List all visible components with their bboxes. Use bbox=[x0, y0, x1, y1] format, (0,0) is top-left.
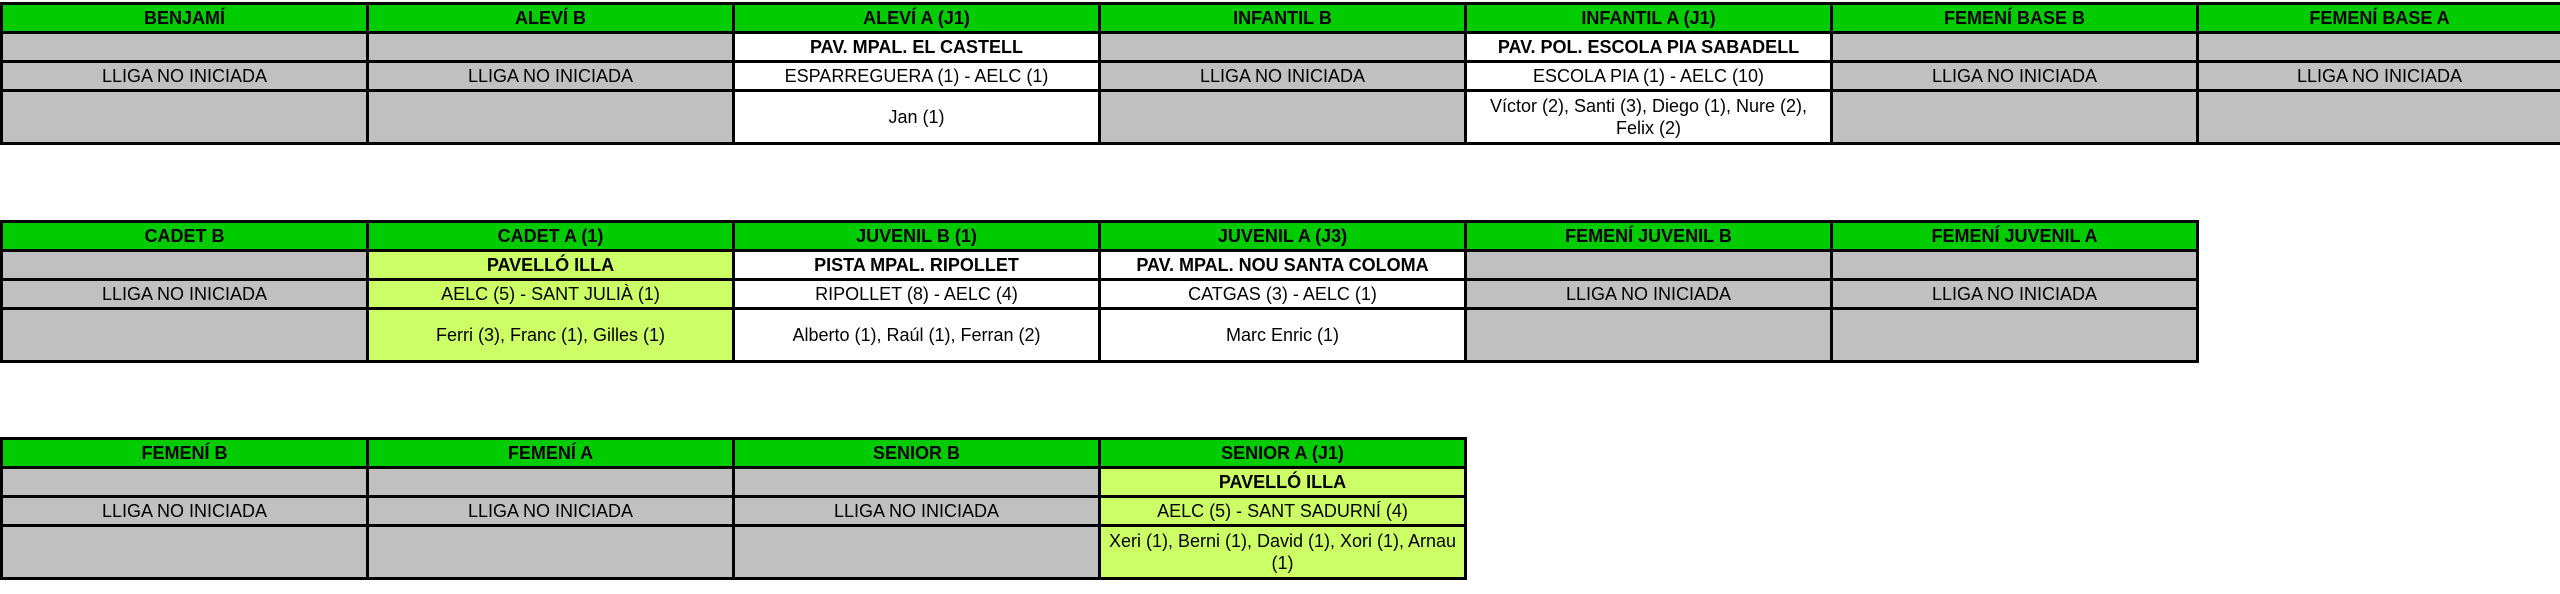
category-header: FEMENÍ JUVENIL A bbox=[1832, 222, 2198, 251]
scorers-cell: Jan (1) bbox=[734, 91, 1100, 144]
venue-cell: PAVELLÓ ILLA bbox=[368, 251, 734, 280]
result-cell: LLIGA NO INICIADA bbox=[1832, 280, 2198, 309]
result-cell: LLIGA NO INICIADA bbox=[2198, 62, 2560, 91]
category-header: FEMENÍ JUVENIL B bbox=[1466, 222, 1832, 251]
category-header: INFANTIL A (J1) bbox=[1466, 4, 1832, 33]
scorers-cell bbox=[734, 526, 1100, 579]
venue-cell bbox=[734, 468, 1100, 497]
result-cell: LLIGA NO INICIADA bbox=[2, 280, 368, 309]
scorers-cell: Ferri (3), Franc (1), Gilles (1) bbox=[368, 309, 734, 362]
scorers-cell bbox=[368, 91, 734, 144]
scorers-cell bbox=[1832, 91, 2198, 144]
result-cell: AELC (5) - SANT SADURNÍ (4) bbox=[1100, 497, 1466, 526]
venue-row bbox=[2, 468, 1466, 497]
venue-cell bbox=[1832, 33, 2198, 62]
result-cell: ESCOLA PIA (1) - AELC (10) bbox=[1466, 62, 1832, 91]
venue-cell bbox=[1832, 251, 2198, 280]
venue-cell bbox=[2, 251, 368, 280]
result-row bbox=[2, 62, 2560, 91]
venue-cell bbox=[2198, 33, 2560, 62]
venue-cell bbox=[368, 33, 734, 62]
category-header: BENJAMÍ bbox=[2, 4, 368, 33]
result-cell: LLIGA NO INICIADA bbox=[1100, 62, 1466, 91]
venue-row bbox=[2, 251, 2198, 280]
category-header: FEMENÍ BASE A bbox=[2198, 4, 2560, 33]
header-row bbox=[2, 439, 1466, 468]
venue-cell bbox=[1466, 251, 1832, 280]
category-header: ALEVÍ B bbox=[368, 4, 734, 33]
category-header: FEMENÍ A bbox=[368, 439, 734, 468]
category-header: FEMENÍ BASE B bbox=[1832, 4, 2198, 33]
result-row bbox=[2, 280, 2198, 309]
result-cell: RIPOLLET (8) - AELC (4) bbox=[734, 280, 1100, 309]
result-cell: LLIGA NO INICIADA bbox=[368, 497, 734, 526]
results-table-1 bbox=[0, 2, 2560, 145]
venue-cell bbox=[2, 33, 368, 62]
scorers-cell bbox=[1832, 309, 2198, 362]
venue-cell: PAV. MPAL. EL CASTELL bbox=[734, 33, 1100, 62]
results-table-2 bbox=[0, 220, 2199, 363]
result-cell: LLIGA NO INICIADA bbox=[1466, 280, 1832, 309]
scorers-cell bbox=[368, 526, 734, 579]
scorers-cell: Víctor (2), Santi (3), Diego (1), Nure (2), Felix (2) bbox=[1466, 91, 1832, 144]
category-header: CADET B bbox=[2, 222, 368, 251]
scorers-cell bbox=[2, 526, 368, 579]
result-cell: LLIGA NO INICIADA bbox=[734, 497, 1100, 526]
result-cell: LLIGA NO INICIADA bbox=[2, 497, 368, 526]
scorers-row bbox=[2, 91, 2560, 144]
result-cell: LLIGA NO INICIADA bbox=[1832, 62, 2198, 91]
header-row bbox=[2, 4, 2560, 33]
scorers-cell bbox=[1100, 91, 1466, 144]
result-row bbox=[2, 497, 1466, 526]
result-cell: ESPARREGUERA (1) - AELC (1) bbox=[734, 62, 1100, 91]
venue-cell bbox=[2, 468, 368, 497]
scorers-cell bbox=[2, 91, 368, 144]
header-row bbox=[2, 222, 2198, 251]
scorers-cell: Alberto (1), Raúl (1), Ferran (2) bbox=[734, 309, 1100, 362]
venue-cell bbox=[1100, 33, 1466, 62]
category-header: FEMENÍ B bbox=[2, 439, 368, 468]
result-cell: AELC (5) - SANT JULIÀ (1) bbox=[368, 280, 734, 309]
category-header: SENIOR A (J1) bbox=[1100, 439, 1466, 468]
category-header: JUVENIL A (J3) bbox=[1100, 222, 1466, 251]
venue-cell: PAVELLÓ ILLA bbox=[1100, 468, 1466, 497]
venue-cell: PAV. MPAL. NOU SANTA COLOMA bbox=[1100, 251, 1466, 280]
category-header: CADET A (1) bbox=[368, 222, 734, 251]
result-cell: LLIGA NO INICIADA bbox=[2, 62, 368, 91]
scorers-row bbox=[2, 309, 2198, 362]
category-header: INFANTIL B bbox=[1100, 4, 1466, 33]
category-header: SENIOR B bbox=[734, 439, 1100, 468]
scorers-cell bbox=[2198, 91, 2560, 144]
result-cell: CATGAS (3) - AELC (1) bbox=[1100, 280, 1466, 309]
scorers-cell: Xeri (1), Berni (1), David (1), Xori (1), Arnau (1) bbox=[1100, 526, 1466, 579]
scorers-row bbox=[2, 526, 1466, 579]
venue-cell: PAV. POL. ESCOLA PIA SABADELL bbox=[1466, 33, 1832, 62]
venue-cell: PISTA MPAL. RIPOLLET bbox=[734, 251, 1100, 280]
category-header: JUVENIL B (1) bbox=[734, 222, 1100, 251]
scorers-cell: Marc Enric (1) bbox=[1100, 309, 1466, 362]
venue-row bbox=[2, 33, 2560, 62]
venue-cell bbox=[368, 468, 734, 497]
scorers-cell bbox=[2, 309, 368, 362]
category-header: ALEVÍ A (J1) bbox=[734, 4, 1100, 33]
result-cell: LLIGA NO INICIADA bbox=[368, 62, 734, 91]
scorers-cell bbox=[1466, 309, 1832, 362]
results-table-3 bbox=[0, 437, 1467, 580]
